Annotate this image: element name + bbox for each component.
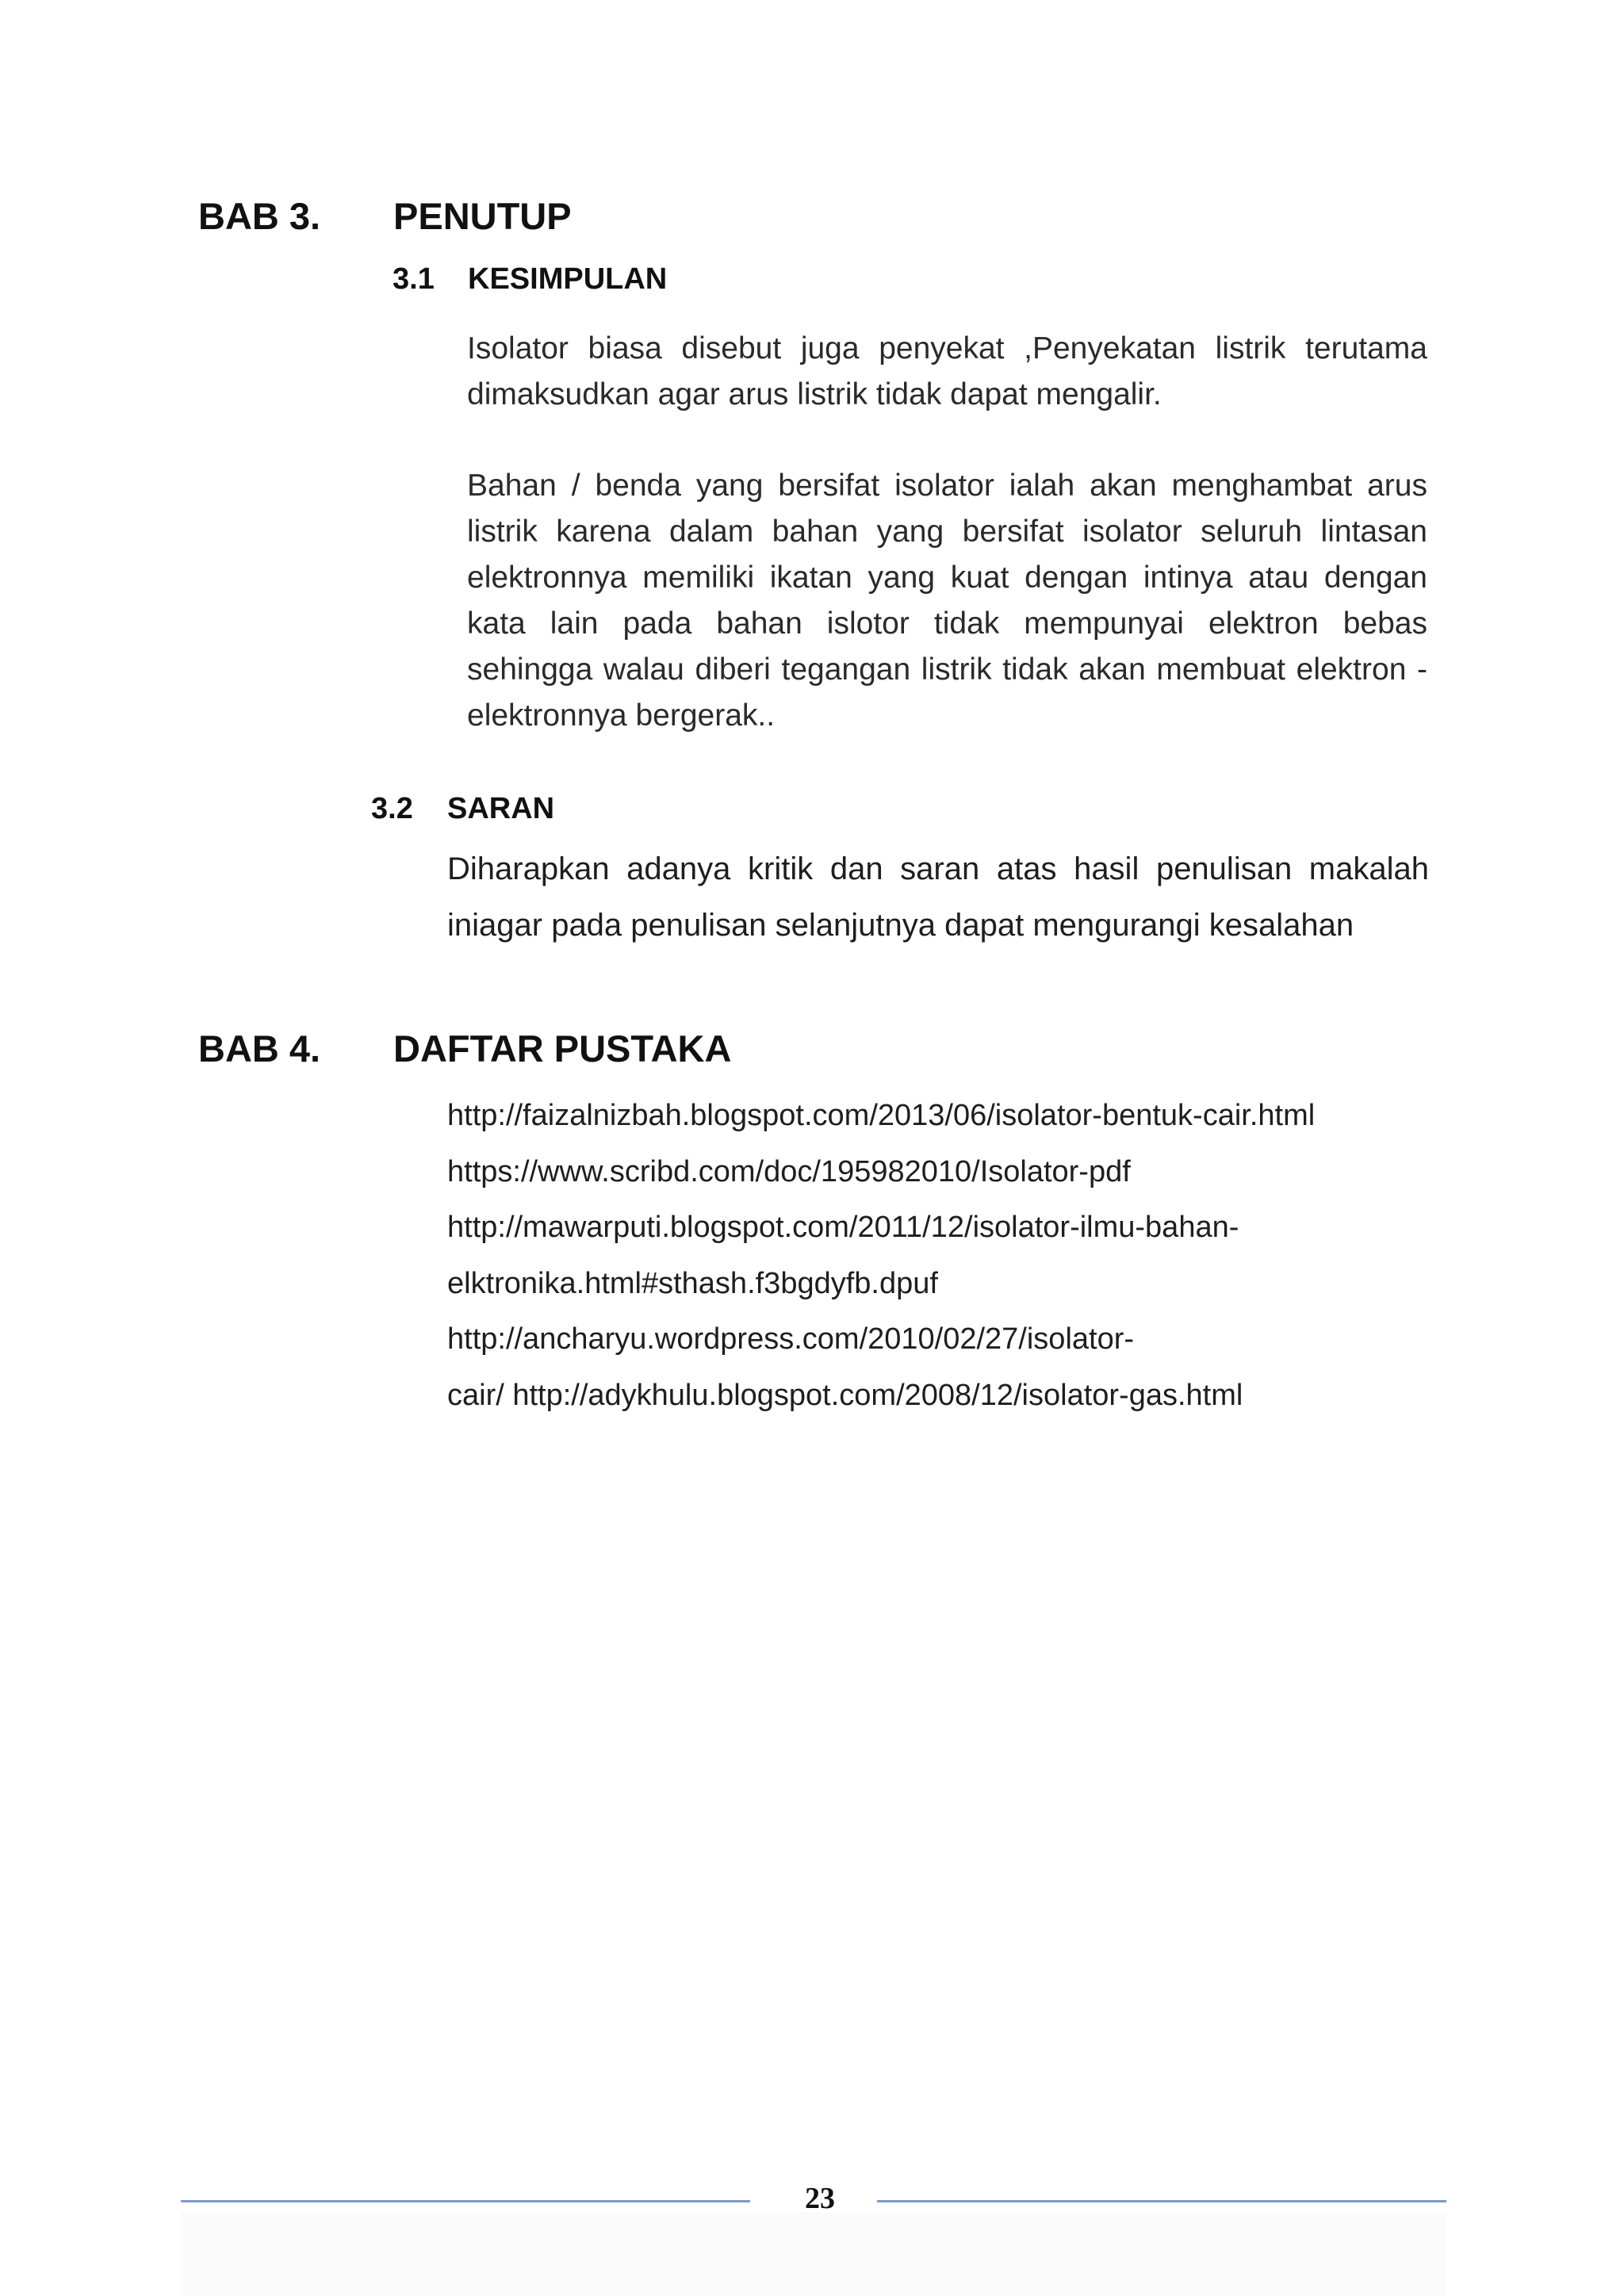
footer-rule-left <box>181 2200 750 2202</box>
footer-band <box>181 2212 1446 2296</box>
section-3-1-title: KESIMPULAN <box>468 262 668 296</box>
reference-line: http://ancharyu.wordpress.com/2010/02/27/isolator- <box>447 1322 1135 1356</box>
reference-line: http://faizalnizbah.blogspot.com/2013/06/isolator-bentuk-cair.html <box>447 1099 1316 1132</box>
kesimpulan-paragraph-1: Isolator biasa disebut juga penyekat ,Penyekatan listrik terutama dimaksudkan agar arus listrik tidak dapat mengalir. <box>467 331 1427 411</box>
page-number: 23 <box>805 2182 835 2215</box>
kesimpulan-paragraph-2: Bahan / benda yang bersifat isolator ialah akan menghambat arus listrik karena dalam bahan yang bersifat isolator seluruh lintasan elektronnya memiliki ikatan yang kuat dengan intinya atau dengan kata lain pada bahan islotor tidak mempunyai elektron bebas sehingga walau diberi tegangan listrik tidak akan membuat elektron -elektronnya bergerak.. <box>467 469 1427 733</box>
section-3-2-number: 3.2 <box>371 792 413 825</box>
reference-line: https://www.scribd.com/doc/195982010/Isolator-pdf <box>447 1154 1131 1188</box>
chapter-4-number: BAB 4. <box>198 1027 321 1070</box>
reference-line: cair/ http://adykhulu.blogspot.com/2008/12/isolator-gas.html <box>447 1378 1243 1412</box>
section-3-2-title: SARAN <box>447 792 555 825</box>
section-3-1-number: 3.1 <box>393 262 435 296</box>
chapter-4-title: DAFTAR PUSTAKA <box>393 1027 732 1070</box>
reference-line: http://mawarputi.blogspot.com/2011/12/isolator-ilmu-bahan- <box>447 1211 1239 1244</box>
reference-list <box>447 1088 1315 1423</box>
saran-paragraph: Diharapkan adanya kritik dan saran atas hasil penulisan makalah iniagar pada penulisan selanjutnya dapat mengurangi kesalahan <box>447 851 1429 943</box>
footer-rule-right <box>877 2200 1446 2202</box>
reference-line: elktronika.html#sthash.f3bgdyfb.dpuf <box>447 1266 938 1300</box>
chapter-3-number: BAB 3. <box>198 195 321 237</box>
chapter-3-title: PENUTUP <box>393 195 572 237</box>
